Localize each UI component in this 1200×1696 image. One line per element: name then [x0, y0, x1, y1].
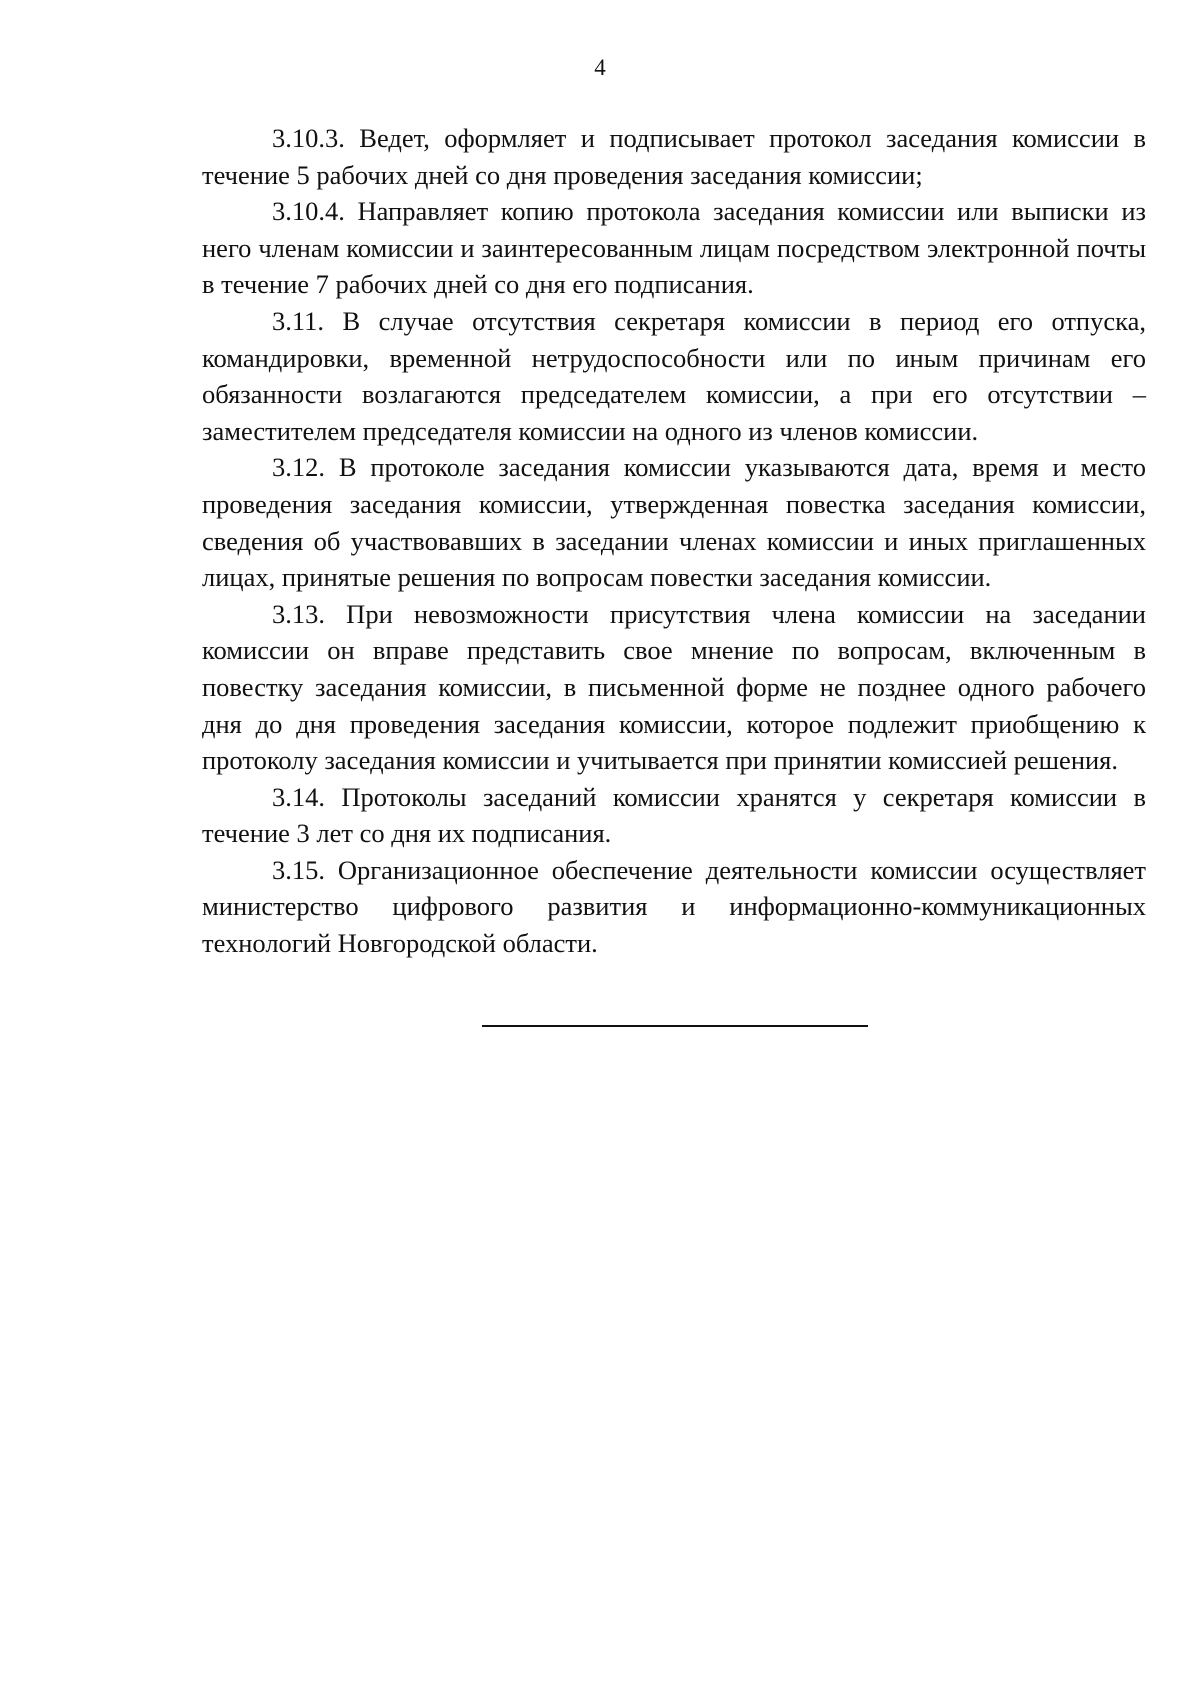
paragraph-3-15: 3.15. Организационное обеспечение деятельности комиссии осуществляет министерство цифрового развития и информационно-коммуникационных технологий Новгородской области. [202, 854, 1146, 959]
page-number: 4 [594, 55, 606, 80]
paragraph-3-11: 3.11. В случае отсутствия секретаря комиссии в период его отпуска, командировки, временной нетрудоспособности или по иным причинам его обязанности возлагаются председателем комиссии, а при его отсутствии – заместителем председателя комиссии на одного из членов комиссии. [202, 305, 1146, 446]
paragraph-3-13: 3.13. При невозможности присутствия члена комиссии на заседании комиссии он вправе представить свое мнение по вопросам, включенным в повестку заседания комиссии, в письменной форме не позднее одного рабочего дня до дня проведения заседания комиссии, которое подлежит приобщению к протоколу заседания комиссии и учитывается при принятии комиссией решения. [202, 598, 1146, 776]
paragraph-3-12: 3.12. В протоколе заседания комиссии указываются дата, время и место проведения заседания комиссии, утвержденная повестка заседания комиссии, сведения об участвовавших в заседании членах комиссии и иных приглашенных лицах, принятые решения по вопросам повестки заседания комиссии. [202, 452, 1146, 593]
paragraph-3-10-4: 3.10.4. Направляет копию протокола заседания комиссии или выписки из него членам комиссии и заинтересованным лицам посредством электронной почты в течение 7 рабочих дней со дня его подписания. [202, 196, 1146, 300]
paragraph-3-10-3: 3.10.3. Ведет, оформляет и подписывает протокол заседания комиссии в течение 5 рабочих дней со дня проведения заседания комиссии; [202, 123, 1146, 190]
document-body [202, 120, 1146, 962]
paragraph-3-14: 3.14. Протоколы заседаний комиссии хранятся у секретаря комиссии в течение 3 лет со дня их подписания. [202, 781, 1146, 849]
closing-divider [482, 1025, 868, 1027]
